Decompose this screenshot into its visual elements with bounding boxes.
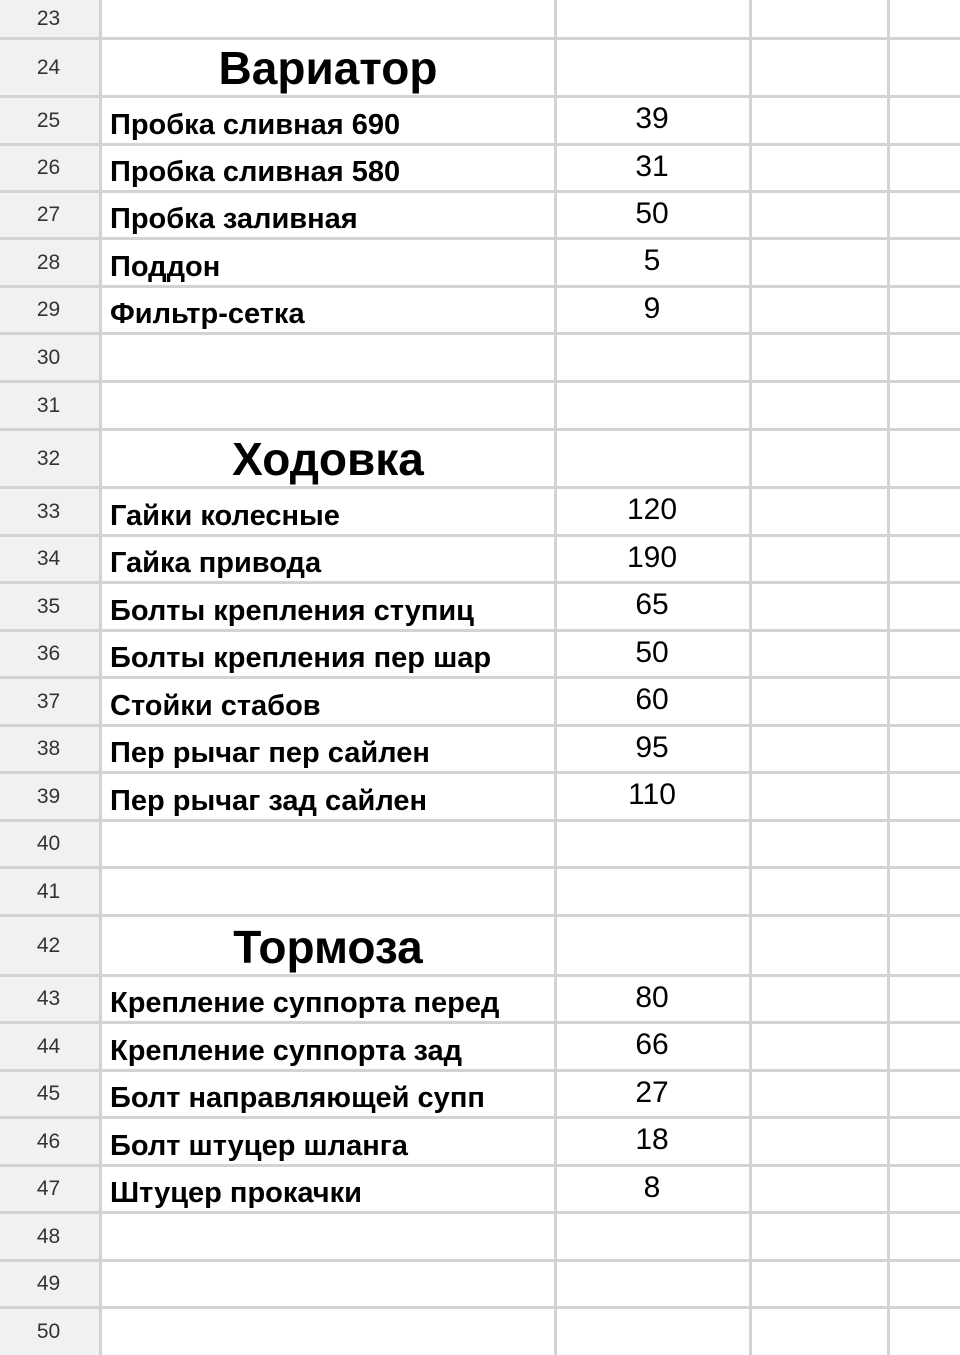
cell-b28[interactable] [557, 240, 752, 285]
cell-b48[interactable] [557, 1214, 752, 1259]
cell-a50[interactable] [102, 1309, 557, 1355]
torque-value: 8 [643, 1171, 661, 1204]
row-header[interactable]: 33 [0, 489, 102, 534]
cell-a24[interactable] [102, 40, 557, 95]
cell-b27[interactable] [557, 193, 752, 237]
cell-a33[interactable] [102, 489, 557, 534]
cell-a34[interactable] [102, 537, 557, 581]
torque-value: 39 [635, 102, 669, 135]
sheet-row-46 [0, 1119, 960, 1167]
cell-b32[interactable] [557, 431, 752, 486]
row-header[interactable]: 48 [0, 1214, 102, 1259]
cell-c31[interactable] [752, 383, 890, 428]
cell-d35[interactable] [890, 584, 960, 629]
cell-d30[interactable] [890, 335, 960, 380]
torque-value: 60 [635, 683, 669, 716]
cell-c46[interactable] [752, 1119, 890, 1164]
cell-d28[interactable] [890, 240, 960, 285]
torque-value: 9 [643, 292, 661, 325]
cell-c32[interactable] [752, 431, 890, 486]
cell-b39[interactable] [557, 774, 752, 819]
cell-c44[interactable] [752, 1024, 890, 1069]
cell-d26[interactable] [890, 146, 960, 190]
torque-value: 18 [635, 1123, 669, 1156]
sheet-row-30 [0, 335, 960, 383]
torque-value: 50 [635, 636, 669, 669]
cell-a41[interactable] [102, 869, 557, 914]
row-header[interactable]: 47 [0, 1167, 102, 1211]
sheet-row-42 [0, 917, 960, 977]
sheet-row-25 [0, 98, 960, 146]
sheet-row-23 [0, 0, 960, 40]
cell-d27[interactable] [890, 193, 960, 237]
row-header[interactable]: 23 [0, 0, 102, 37]
cell-a38[interactable] [102, 727, 557, 771]
sheet-row-27 [0, 193, 960, 240]
cell-c43[interactable] [752, 977, 890, 1021]
cell-d42[interactable] [890, 917, 960, 974]
row-header[interactable]: 34 [0, 537, 102, 581]
part-name: Стойки стабов [110, 690, 321, 722]
row-header[interactable]: 30 [0, 335, 102, 380]
cell-a45[interactable] [102, 1072, 557, 1116]
row-header[interactable]: 39 [0, 774, 102, 819]
cell-b43[interactable] [557, 977, 752, 1021]
cell-c49[interactable] [752, 1262, 890, 1306]
cell-b29[interactable] [557, 288, 752, 332]
cell-c33[interactable] [752, 489, 890, 534]
cell-a39[interactable] [102, 774, 557, 819]
cell-b38[interactable] [557, 727, 752, 771]
sheet-row-49 [0, 1262, 960, 1309]
cell-a29[interactable] [102, 288, 557, 332]
cell-b42[interactable] [557, 917, 752, 974]
part-name: Пробка заливная [110, 203, 358, 235]
cell-b45[interactable] [557, 1072, 752, 1116]
cell-a48[interactable] [102, 1214, 557, 1259]
cell-b36[interactable] [557, 632, 752, 676]
cell-c24[interactable] [752, 40, 890, 95]
cell-b35[interactable] [557, 584, 752, 629]
cell-d48[interactable] [890, 1214, 960, 1259]
part-name: Крепление суппорта зад [110, 1035, 463, 1067]
cell-a44[interactable] [102, 1024, 557, 1069]
cell-b49[interactable] [557, 1262, 752, 1306]
cell-b37[interactable] [557, 679, 752, 724]
part-name: Поддон [110, 251, 221, 283]
section-title: Вариатор [218, 42, 438, 94]
cell-a32[interactable] [102, 431, 557, 486]
cell-b40[interactable] [557, 822, 752, 866]
cell-c40[interactable] [752, 822, 890, 866]
torque-value: 120 [626, 493, 678, 526]
row-header[interactable]: 27 [0, 193, 102, 237]
cell-c23[interactable] [752, 0, 890, 37]
cell-a36[interactable] [102, 632, 557, 676]
cell-b30[interactable] [557, 335, 752, 380]
cell-d37[interactable] [890, 679, 960, 724]
row-header[interactable]: 43 [0, 977, 102, 1021]
cell-b41[interactable] [557, 869, 752, 914]
part-name: Фильтр-сетка [110, 298, 305, 330]
part-name: Болты крепления ступиц [110, 595, 475, 627]
cell-d40[interactable] [890, 822, 960, 866]
sheet-row-41 [0, 869, 960, 917]
row-header[interactable]: 38 [0, 727, 102, 771]
cell-a40[interactable] [102, 822, 557, 866]
cell-d50[interactable] [890, 1309, 960, 1355]
section-title: Ходовка [232, 433, 424, 485]
row-header[interactable]: 40 [0, 822, 102, 866]
cell-c39[interactable] [752, 774, 890, 819]
sheet-row-33 [0, 489, 960, 537]
cell-d36[interactable] [890, 632, 960, 676]
cell-c37[interactable] [752, 679, 890, 724]
part-name: Пер рычаг зад сайлен [110, 785, 428, 817]
sheet-row-40 [0, 822, 960, 869]
row-header[interactable]: 44 [0, 1024, 102, 1069]
cell-a37[interactable] [102, 679, 557, 724]
sheet-row-26 [0, 146, 960, 193]
cell-d41[interactable] [890, 869, 960, 914]
cell-a30[interactable] [102, 335, 557, 380]
cell-d25[interactable] [890, 98, 960, 143]
cell-c29[interactable] [752, 288, 890, 332]
cell-b46[interactable] [557, 1119, 752, 1164]
cell-b44[interactable] [557, 1024, 752, 1069]
sheet-row-45 [0, 1072, 960, 1119]
cell-b33[interactable] [557, 489, 752, 534]
cell-a46[interactable] [102, 1119, 557, 1164]
cell-d43[interactable] [890, 977, 960, 1021]
cell-b31[interactable] [557, 383, 752, 428]
cell-a25[interactable] [102, 98, 557, 143]
cell-c26[interactable] [752, 146, 890, 190]
torque-value: 95 [635, 731, 669, 764]
cell-a49[interactable] [102, 1262, 557, 1306]
sheet-row-43 [0, 977, 960, 1024]
row-header[interactable]: 49 [0, 1262, 102, 1306]
cell-d32[interactable] [890, 431, 960, 486]
sheet-row-36 [0, 632, 960, 679]
cell-a28[interactable] [102, 240, 557, 285]
cell-c42[interactable] [752, 917, 890, 974]
cell-d34[interactable] [890, 537, 960, 581]
cell-a42[interactable] [102, 917, 557, 974]
torque-value: 5 [643, 244, 661, 277]
cell-b26[interactable] [557, 146, 752, 190]
cell-b34[interactable] [557, 537, 752, 581]
cell-a47[interactable] [102, 1167, 557, 1211]
sheet-row-47 [0, 1167, 960, 1214]
part-name: Пер рычаг пер сайлен [110, 737, 430, 769]
sheet-row-28 [0, 240, 960, 288]
cell-c48[interactable] [752, 1214, 890, 1259]
cell-a31[interactable] [102, 383, 557, 428]
sheet-row-37 [0, 679, 960, 727]
sheet-row-38 [0, 727, 960, 774]
cell-c50[interactable] [752, 1309, 890, 1355]
row-header[interactable]: 26 [0, 146, 102, 190]
torque-value: 31 [635, 150, 669, 183]
cell-c35[interactable] [752, 584, 890, 629]
torque-value: 190 [626, 541, 678, 574]
torque-value: 80 [635, 981, 669, 1014]
cell-d29[interactable] [890, 288, 960, 332]
row-header[interactable]: 32 [0, 431, 102, 486]
cell-a27[interactable] [102, 193, 557, 237]
part-name: Болт направляющей супп [110, 1082, 485, 1114]
row-header[interactable]: 31 [0, 383, 102, 428]
section-title: Тормоза [233, 921, 423, 973]
cell-c27[interactable] [752, 193, 890, 237]
cell-d45[interactable] [890, 1072, 960, 1116]
sheet-row-48 [0, 1214, 960, 1262]
cell-c38[interactable] [752, 727, 890, 771]
row-header[interactable]: 24 [0, 40, 102, 95]
sheet-row-34 [0, 537, 960, 584]
row-header[interactable]: 45 [0, 1072, 102, 1116]
cell-d47[interactable] [890, 1167, 960, 1211]
part-name: Крепление суппорта перед [110, 987, 500, 1019]
part-name: Гайка привода [110, 547, 322, 579]
cell-c47[interactable] [752, 1167, 890, 1211]
sheet-row-35 [0, 584, 960, 632]
row-header[interactable]: 28 [0, 240, 102, 285]
row-header[interactable]: 41 [0, 869, 102, 914]
row-header[interactable]: 36 [0, 632, 102, 676]
part-name: Болты крепления пер шар [110, 642, 492, 674]
torque-value: 66 [635, 1028, 669, 1061]
cell-c45[interactable] [752, 1072, 890, 1116]
cell-b50[interactable] [557, 1309, 752, 1355]
cell-c41[interactable] [752, 869, 890, 914]
cell-a23[interactable] [102, 0, 557, 37]
cell-a43[interactable] [102, 977, 557, 1021]
row-header[interactable]: 25 [0, 98, 102, 143]
row-header[interactable]: 50 [0, 1309, 102, 1355]
cell-c36[interactable] [752, 632, 890, 676]
cell-b24[interactable] [557, 40, 752, 95]
cell-d23[interactable] [890, 0, 960, 37]
sheet-row-44 [0, 1024, 960, 1072]
row-header[interactable]: 42 [0, 917, 102, 974]
cell-c34[interactable] [752, 537, 890, 581]
part-name: Штуцер прокачки [110, 1177, 362, 1209]
torque-value: 27 [635, 1076, 669, 1109]
cell-c30[interactable] [752, 335, 890, 380]
torque-value: 110 [628, 778, 676, 811]
cell-d49[interactable] [890, 1262, 960, 1306]
row-header[interactable]: 29 [0, 288, 102, 332]
cell-d38[interactable] [890, 727, 960, 771]
sheet-row-39 [0, 774, 960, 822]
torque-value: 65 [635, 588, 669, 621]
cell-d24[interactable] [890, 40, 960, 95]
row-header[interactable]: 37 [0, 679, 102, 724]
sheet-row-32 [0, 431, 960, 489]
cell-d31[interactable] [890, 383, 960, 428]
row-header[interactable]: 35 [0, 584, 102, 629]
part-name: Пробка сливная 690 [110, 109, 401, 141]
cell-c25[interactable] [752, 98, 890, 143]
cell-a26[interactable] [102, 146, 557, 190]
part-name: Гайки колесные [110, 500, 340, 532]
torque-value: 50 [635, 197, 669, 230]
cell-b23[interactable] [557, 0, 752, 37]
sheet-row-31 [0, 383, 960, 431]
sheet-row-29 [0, 288, 960, 335]
sheet-row-24 [0, 40, 960, 98]
cell-d46[interactable] [890, 1119, 960, 1164]
sheet-row-50 [0, 1309, 960, 1355]
cell-b47[interactable] [557, 1167, 752, 1211]
part-name: Болт штуцер шланга [110, 1130, 408, 1162]
part-name: Пробка сливная 580 [110, 156, 401, 188]
cell-c28[interactable] [752, 240, 890, 285]
cell-b25[interactable] [557, 98, 752, 143]
cell-d33[interactable] [890, 489, 960, 534]
cell-d39[interactable] [890, 774, 960, 819]
cell-a35[interactable] [102, 584, 557, 629]
cell-d44[interactable] [890, 1024, 960, 1069]
row-header[interactable]: 46 [0, 1119, 102, 1164]
